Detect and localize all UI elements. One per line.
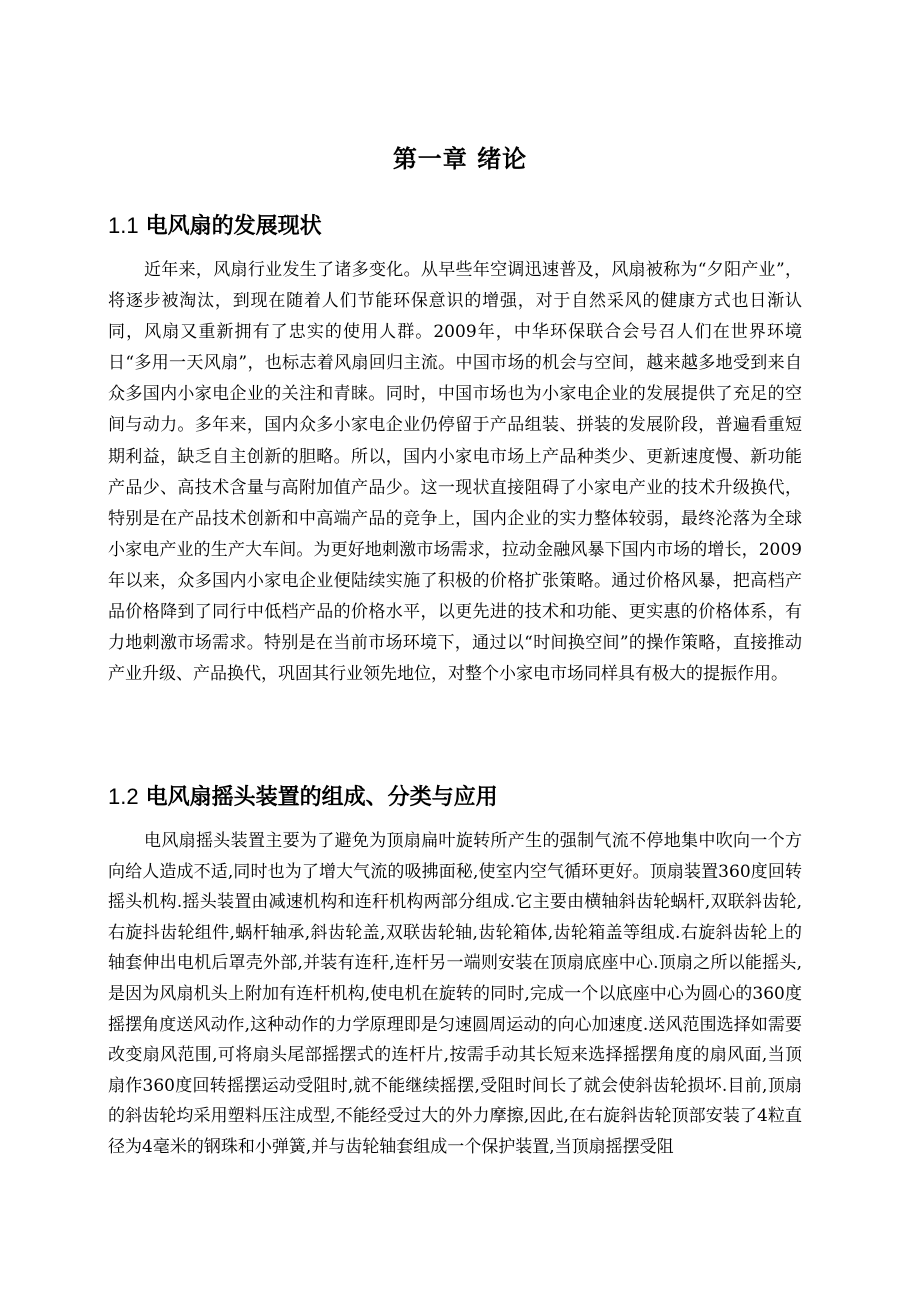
section-paragraph-1-1: 近年来，风扇行业发生了诸多变化。从早些年空调迅速普及，风扇被称为“夕阳产业”，将逐步被淘汰，到现在随着人们节能环保意识的增强，对于自然采风的健康方式也日渐认同，风扇又重新拥有了忠实的使用人群。2009年，中华环保联合会号召人们在世界环境日“多用一天风扇”，也标志着风扇回归主流。中国市场的机会与空间，越来越多地受到来自众多国内小家电企业的关注和青睐。同时，中国市场也为小家电企业的发展提供了充足的空间与动力。多年来，国内众多小家电企业仍停留于产品组装、拼装的发展阶段，普遍看重短期利益，缺乏自主创新的胆略。所以，国内小家电市场上产品种类少、更新速度慢、新功能产品少、高技术含量与高附加值产品少。这一现状直接阻碍了小家电产业的技术升级换代，特别是在产品技术创新和中高端产品的竞争上，国内企业的实力整体较弱，最终沦落为全球小家电产业的生产大车间。为更好地刺激市场需求，拉动金融风暴下国内市场的增长，2009年以来，众多国内小家电企业便陆续实施了积极的价格扩张策略。通过价格风暴，把高档产品价格降到了同行中低档产品的价格水平，以更先进的技术和功能、更实惠的价格体系，有力地刺激市场需求。特别是在当前市场环境下，通过以“时间换空间”的操作策略，直接推动产业升级、产品换代，巩固其行业领先地位，对整个小家电市场同样具有极大的提振作用。 — [108, 260, 802, 685]
section-number: 1.2 — [108, 784, 139, 809]
section-paragraph-1-2: 电风扇摇头装置主要为了避免为顶扇扁叶旋转所产生的强制气流不停地集中吹向一个方向给人造成不适,同时也为了增大气流的吸拂面秘,使室内空气循环更好。顶扇装置360度回转摇头机构.摇头装置由减速机构和连秆机构两部分组成.它主要由横轴斜齿轮蜗杆,双联斜齿轮,右旋抖齿轮组件,蜗杆轴承,斜齿轮盖,双联齿轮轴,齿轮箱体,齿轮箱盖等组成.右旋斜齿轮上的轴套伸出电机后罩壳外部,并装有连秆,连杆另一端则安装在顶扇底座中心.顶扇之所以能摇头,是因为风扇机头上附加有连杆机构,使电机在旋转的同时,完成一个以底座中心为圆心的360度摇摆角度送风动作,这种动作的力学原理即是匀速圆周运动的向心加速度.送风范围选择如需要改变扇风范围,可将扇头尾部摇摆式的连杆片,按需手动其长短来选择摇摆角度的扇风面,当顶扇作360度回转摇摆运动受阻时,就不能继续摇摆,受阻时间长了就会使斜齿轮损坏.目前,顶扇的斜齿轮均采用塑料压注成型,不能经受过大的外力摩擦,因此,在右旋斜齿轮顶部安装了4粒直径为4毫米的钢珠和小弹簧,并与齿轮轴套组成一个保护装置,当顶扇摇摆受阻 — [108, 831, 802, 1157]
section-title: 电风扇摇头装置的组成、分类与应用 — [145, 785, 498, 810]
section-heading-1-1 — [108, 210, 322, 243]
section-title: 电风扇的发展现状 — [145, 214, 322, 239]
section-number: 1.1 — [108, 213, 139, 238]
section-heading-1-2 — [108, 781, 498, 814]
chapter-title: 第一章 绪论 — [392, 145, 528, 173]
